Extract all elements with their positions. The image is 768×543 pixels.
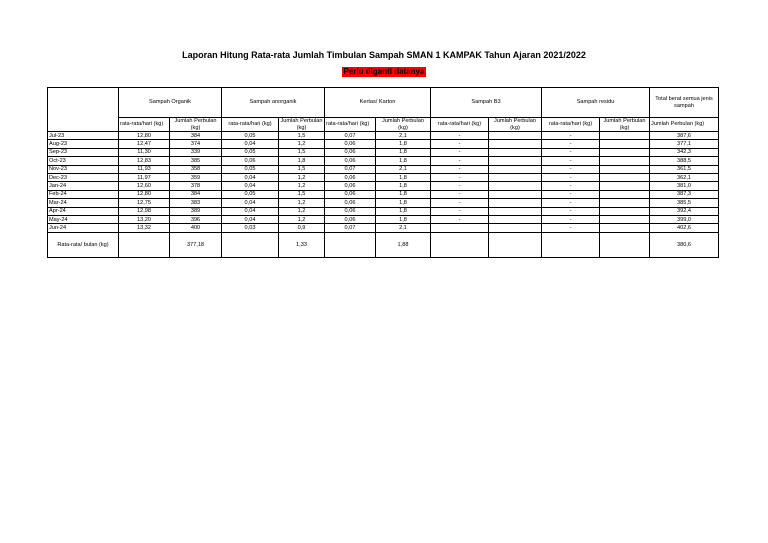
cell-anorganik-jumlah: 1,2 [279, 207, 325, 215]
subheader-anorganik-jumlah: Jumlah Perbulan (kg) [279, 118, 325, 132]
cell-anorganik-rata: 0,04 [222, 173, 279, 181]
cell-anorganik-jumlah: 0,9 [279, 224, 325, 232]
cell-kertas-rata: 0,06 [325, 148, 376, 156]
subheader-anorganik-rata: rata-rata/hari (kg) [222, 118, 279, 132]
average-blank [489, 232, 542, 257]
cell-b3-jumlah [489, 157, 542, 165]
cell-residu-jumlah [600, 165, 650, 173]
cell-month: Dec-23 [48, 173, 119, 181]
header-sampah-anorganik: Sampah anorganik [222, 88, 325, 118]
cell-residu-jumlah [600, 224, 650, 232]
subheader-residu-jumlah: Jumlah Perbulan (kg) [600, 118, 650, 132]
cell-organik-jumlah: 384 [170, 132, 222, 140]
cell-total-jumlah: 385,5 [650, 199, 719, 207]
average-blank [542, 232, 600, 257]
cell-residu-jumlah [600, 190, 650, 198]
cell-organik-rata: 12,60 [119, 182, 170, 190]
cell-b3-rata: - [431, 190, 489, 198]
cell-kertas-rata: 0,07 [325, 132, 376, 140]
cell-total-jumlah: 362,1 [650, 173, 719, 181]
table-row [48, 140, 719, 148]
subheader-b3-jumlah: Jumlah Perbulan (kg) [489, 118, 542, 132]
cell-organik-jumlah: 374 [170, 140, 222, 148]
cell-organik-rata: 11,93 [119, 165, 170, 173]
cell-b3-jumlah [489, 148, 542, 156]
cell-anorganik-jumlah: 1,5 [279, 190, 325, 198]
cell-organik-rata: 12,83 [119, 157, 170, 165]
cell-organik-jumlah: 384 [170, 190, 222, 198]
subheader-kertas-jumlah: Jumlah Perbulan (kg) [376, 118, 431, 132]
cell-kertas-jumlah: 1,8 [376, 215, 431, 223]
subheader-residu-rata: rata-rata/hari (kg) [542, 118, 600, 132]
table-row [48, 182, 719, 190]
cell-residu-rata: - [542, 157, 600, 165]
cell-total-jumlah: 392,4 [650, 207, 719, 215]
cell-residu-rata: - [542, 173, 600, 181]
cell-residu-jumlah [600, 173, 650, 181]
cell-residu-jumlah [600, 157, 650, 165]
cell-anorganik-jumlah: 1,2 [279, 182, 325, 190]
cell-kertas-jumlah: 2,1 [376, 165, 431, 173]
cell-anorganik-rata: 0,04 [222, 199, 279, 207]
cell-kertas-jumlah: 2,1 [376, 132, 431, 140]
table-row [48, 199, 719, 207]
cell-kertas-jumlah: 1,8 [376, 199, 431, 207]
subheader-b3-rata: rata-rata/hari (kg) [431, 118, 489, 132]
cell-kertas-jumlah: 1,8 [376, 190, 431, 198]
average-anorganik: 1,33 [279, 232, 325, 257]
cell-organik-jumlah: 339 [170, 148, 222, 156]
cell-organik-jumlah: 378 [170, 182, 222, 190]
cell-b3-jumlah [489, 173, 542, 181]
cell-residu-jumlah [600, 199, 650, 207]
cell-total-jumlah: 381,0 [650, 182, 719, 190]
cell-b3-rata: - [431, 132, 489, 140]
cell-total-jumlah: 342,3 [650, 148, 719, 156]
cell-kertas-rata: 0,06 [325, 182, 376, 190]
cell-b3-rata: - [431, 140, 489, 148]
average-organik: 377,18 [170, 232, 222, 257]
header-kertas-karton: Kertas/ Karton [325, 88, 431, 118]
cell-anorganik-jumlah: 1,5 [279, 148, 325, 156]
header-sampah-residu: Sampah residu [542, 88, 650, 118]
cell-month: Oct-23 [48, 157, 119, 165]
cell-organik-jumlah: 359 [170, 173, 222, 181]
cell-total-jumlah: 402,6 [650, 224, 719, 232]
subheader-total-jumlah: Jumlah Perbulan (kg) [650, 118, 719, 132]
cell-residu-jumlah [600, 148, 650, 156]
average-blank [600, 232, 650, 257]
cell-anorganik-jumlah: 1,2 [279, 173, 325, 181]
cell-organik-jumlah: 358 [170, 165, 222, 173]
cell-kertas-rata: 0,06 [325, 157, 376, 165]
header-sampah-organik: Sampah Organik [119, 88, 222, 118]
cell-organik-rata: 13,20 [119, 215, 170, 223]
cell-month: Jan-24 [48, 182, 119, 190]
cell-organik-rata: 12,47 [119, 140, 170, 148]
cell-residu-jumlah [600, 182, 650, 190]
cell-total-jumlah: 387,3 [650, 190, 719, 198]
table-row [48, 215, 719, 223]
cell-organik-rata: 11,97 [119, 173, 170, 181]
cell-residu-rata: - [542, 190, 600, 198]
cell-b3-jumlah [489, 165, 542, 173]
cell-b3-rata [431, 224, 489, 232]
cell-anorganik-jumlah: 1,5 [279, 165, 325, 173]
table-row [48, 190, 719, 198]
group-header-row [48, 88, 719, 118]
cell-organik-jumlah: 389 [170, 207, 222, 215]
cell-organik-rata: 11,30 [119, 148, 170, 156]
cell-kertas-jumlah: 1,8 [376, 148, 431, 156]
cell-b3-jumlah [489, 215, 542, 223]
table-row [48, 207, 719, 215]
cell-total-jumlah: 377,1 [650, 140, 719, 148]
cell-month: Feb-24 [48, 190, 119, 198]
cell-month: Nov-23 [48, 165, 119, 173]
average-label: Rata-rata/ bulan (kg) [48, 232, 119, 257]
cell-b3-rata: - [431, 199, 489, 207]
cell-anorganik-rata: 0,04 [222, 207, 279, 215]
cell-organik-rata: 12,75 [119, 199, 170, 207]
cell-b3-rata: - [431, 173, 489, 181]
cell-b3-jumlah [489, 190, 542, 198]
cell-kertas-jumlah: 1,8 [376, 207, 431, 215]
cell-b3-rata: - [431, 182, 489, 190]
header-month-blank [48, 88, 119, 132]
header-total-berat: Total berat semua jenis sampah [650, 88, 719, 118]
cell-total-jumlah: 387,6 [650, 132, 719, 140]
cell-month: Sep-23 [48, 148, 119, 156]
cell-month: Jul-23 [48, 132, 119, 140]
average-blank [119, 232, 170, 257]
cell-residu-rata: - [542, 140, 600, 148]
cell-organik-jumlah: 396 [170, 215, 222, 223]
cell-b3-rata: - [431, 207, 489, 215]
subheader-organik-rata: rata-rata/hari (kg) [119, 118, 170, 132]
cell-kertas-rata: 0,06 [325, 190, 376, 198]
average-blank [222, 232, 279, 257]
cell-kertas-rata: 0,07 [325, 165, 376, 173]
cell-kertas-rata: 0,07 [325, 224, 376, 232]
cell-anorganik-jumlah: 1,2 [279, 140, 325, 148]
cell-residu-rata: - [542, 207, 600, 215]
cell-anorganik-rata: 0,04 [222, 182, 279, 190]
cell-kertas-jumlah: 1,8 [376, 140, 431, 148]
cell-total-jumlah: 361,5 [650, 165, 719, 173]
cell-anorganik-rata: 0,05 [222, 165, 279, 173]
table-row [48, 132, 719, 140]
waste-report-table [47, 87, 719, 258]
subheader-kertas-rata: rata-rata/hari (kg) [325, 118, 376, 132]
cell-b3-jumlah [489, 182, 542, 190]
subheader-organik-jumlah: Jumlah Perbulan (kg) [170, 118, 222, 132]
cell-residu-jumlah [600, 132, 650, 140]
cell-b3-jumlah [489, 207, 542, 215]
cell-residu-rata: - [542, 148, 600, 156]
table-body [48, 132, 719, 233]
cell-b3-jumlah [489, 140, 542, 148]
cell-anorganik-rata: 0,06 [222, 157, 279, 165]
sub-header-row [48, 118, 719, 132]
report-subtitle-highlight: Perlu diganti datanya [343, 67, 425, 76]
cell-b3-jumlah [489, 224, 542, 232]
table-row [48, 224, 719, 232]
cell-anorganik-rata: 0,04 [222, 215, 279, 223]
cell-kertas-rata: 0,06 [325, 173, 376, 181]
cell-kertas-jumlah: 1,8 [376, 173, 431, 181]
table-row [48, 173, 719, 181]
cell-kertas-rata: 0,06 [325, 215, 376, 223]
cell-organik-rata: 12,80 [119, 190, 170, 198]
cell-residu-rata: - [542, 199, 600, 207]
cell-organik-jumlah: 385 [170, 157, 222, 165]
cell-anorganik-rata: 0,05 [222, 190, 279, 198]
cell-kertas-jumlah: 1,8 [376, 182, 431, 190]
cell-month: Mar-24 [48, 199, 119, 207]
cell-kertas-rata: 0,06 [325, 207, 376, 215]
cell-residu-rata: - [542, 215, 600, 223]
cell-b3-rata: - [431, 148, 489, 156]
cell-residu-rata: - [542, 132, 600, 140]
cell-kertas-rata: 0,06 [325, 140, 376, 148]
average-kertas: 1,88 [376, 232, 431, 257]
cell-organik-rata: 12,98 [119, 207, 170, 215]
average-total: 380,6 [650, 232, 719, 257]
cell-b3-rata: - [431, 215, 489, 223]
cell-b3-jumlah [489, 199, 542, 207]
cell-b3-rata: - [431, 165, 489, 173]
cell-b3-rata: - [431, 157, 489, 165]
cell-anorganik-rata: 0,05 [222, 132, 279, 140]
cell-month: Jun-24 [48, 224, 119, 232]
average-row [48, 232, 719, 257]
cell-anorganik-rata: 0,04 [222, 140, 279, 148]
cell-residu-jumlah [600, 215, 650, 223]
cell-kertas-jumlah: 2,1 [376, 224, 431, 232]
cell-organik-rata: 12,80 [119, 132, 170, 140]
cell-residu-rata: - [542, 182, 600, 190]
cell-anorganik-jumlah: 1,8 [279, 157, 325, 165]
cell-month: May-24 [48, 215, 119, 223]
table-row [48, 165, 719, 173]
cell-kertas-rata: 0,06 [325, 199, 376, 207]
cell-anorganik-rata: 0,05 [222, 148, 279, 156]
cell-anorganik-jumlah: 1,5 [279, 132, 325, 140]
cell-anorganik-jumlah: 1,2 [279, 199, 325, 207]
cell-organik-rata: 13,32 [119, 224, 170, 232]
cell-month: Apr-24 [48, 207, 119, 215]
average-blank [325, 232, 376, 257]
cell-month: Aug-23 [48, 140, 119, 148]
subtitle-container [0, 61, 768, 79]
cell-kertas-jumlah: 1,8 [376, 157, 431, 165]
table-row [48, 157, 719, 165]
table-row [48, 148, 719, 156]
cell-residu-jumlah [600, 207, 650, 215]
cell-residu-rata: - [542, 224, 600, 232]
cell-anorganik-jumlah: 1,2 [279, 215, 325, 223]
cell-residu-jumlah [600, 140, 650, 148]
header-sampah-b3: Sampah B3 [431, 88, 542, 118]
cell-total-jumlah: 388,5 [650, 157, 719, 165]
cell-residu-rata: - [542, 165, 600, 173]
cell-organik-jumlah: 400 [170, 224, 222, 232]
cell-total-jumlah: 399,0 [650, 215, 719, 223]
cell-anorganik-rata: 0,03 [222, 224, 279, 232]
report-title: Laporan Hitung Rata-rata Jumlah Timbulan Sampah SMAN 1 KAMPAK Tahun Ajaran 2021/2022 [182, 50, 586, 60]
average-blank [431, 232, 489, 257]
cell-organik-jumlah: 383 [170, 199, 222, 207]
cell-b3-jumlah [489, 132, 542, 140]
